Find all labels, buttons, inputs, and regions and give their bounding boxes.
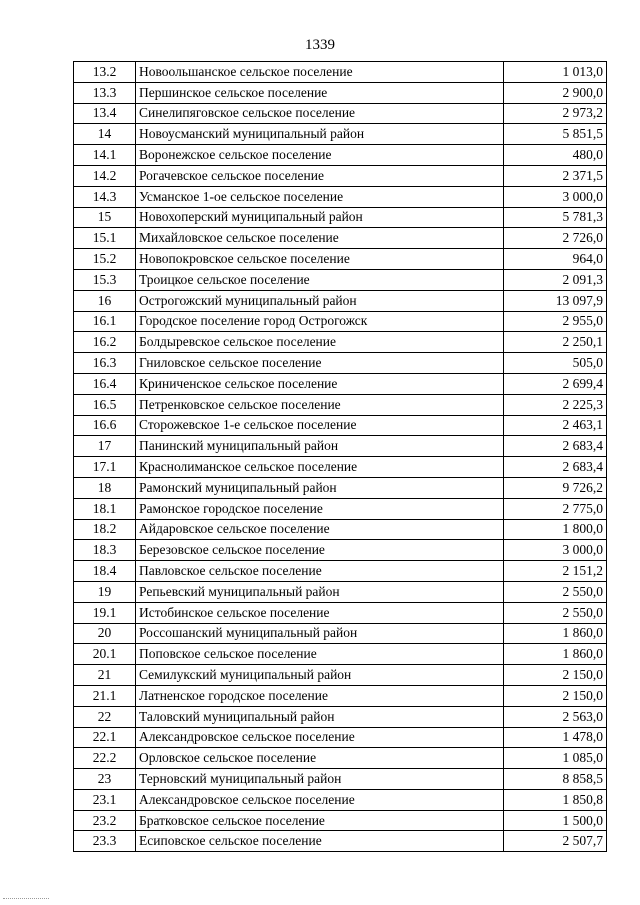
row-number-cell: 18 [74,477,136,498]
page-number: 1339 [305,37,335,53]
amount-cell: 2 900,0 [504,82,607,103]
amount-cell: 2 683,4 [504,457,607,478]
amount-cell: 1 860,0 [504,623,607,644]
row-number-cell: 21 [74,665,136,686]
amount-cell: 2 699,4 [504,373,607,394]
table-row [74,311,607,332]
row-number-cell: 16.6 [74,415,136,436]
amount-cell: 1 860,0 [504,644,607,665]
municipality-name-cell: Айдаровское сельское поселение [136,519,504,540]
table-row [74,82,607,103]
municipality-name-cell: Александровское сельское поселение [136,727,504,748]
table-row [74,789,607,810]
amount-cell: 3 000,0 [504,186,607,207]
municipality-name-cell: Новоольшанское сельское поселение [136,62,504,83]
municipality-name-cell: Усманское 1-ое сельское поселение [136,186,504,207]
row-number-cell: 16.2 [74,332,136,353]
table-row [74,665,607,686]
amount-cell: 2 726,0 [504,228,607,249]
amount-cell: 2 775,0 [504,498,607,519]
row-number-cell: 23.2 [74,810,136,831]
municipality-name-cell: Россошанский муниципальный район [136,623,504,644]
row-number-cell: 15.2 [74,249,136,270]
table-row [74,353,607,374]
row-number-cell: 21.1 [74,685,136,706]
municipality-name-cell: Городское поселение город Острогожск [136,311,504,332]
amount-cell: 2 683,4 [504,436,607,457]
row-number-cell: 14.3 [74,186,136,207]
amount-cell: 1 085,0 [504,748,607,769]
row-number-cell: 13.2 [74,62,136,83]
amount-cell: 2 955,0 [504,311,607,332]
table-row [74,269,607,290]
table-row [74,498,607,519]
municipality-name-cell: Острогожский муниципальный район [136,290,504,311]
amount-cell: 8 858,5 [504,769,607,790]
row-number-cell: 15.1 [74,228,136,249]
table-row [74,623,607,644]
row-number-cell: 19.1 [74,602,136,623]
table-row [74,124,607,145]
table-row [74,581,607,602]
amount-cell: 1 800,0 [504,519,607,540]
amount-cell: 2 225,3 [504,394,607,415]
municipality-name-cell: Петренковское сельское поселение [136,394,504,415]
table-row [74,165,607,186]
row-number-cell: 20.1 [74,644,136,665]
municipality-name-cell: Терновский муниципальный район [136,769,504,790]
municipality-name-cell: Троицкое сельское поселение [136,269,504,290]
table-row [74,644,607,665]
table-row [74,477,607,498]
municipality-name-cell: Першинское сельское поселение [136,82,504,103]
municipality-name-cell: Павловское сельское поселение [136,561,504,582]
row-number-cell: 22.1 [74,727,136,748]
row-number-cell: 16.4 [74,373,136,394]
amount-cell: 2 371,5 [504,165,607,186]
amount-cell: 2 151,2 [504,561,607,582]
amount-cell: 2 550,0 [504,602,607,623]
row-number-cell: 16.1 [74,311,136,332]
amount-cell: 2 973,2 [504,103,607,124]
row-number-cell: 17 [74,436,136,457]
table-row [74,706,607,727]
table-row [74,207,607,228]
amount-cell: 9 726,2 [504,477,607,498]
table-row [74,727,607,748]
table-row [74,415,607,436]
table-row [74,62,607,83]
table-row [74,249,607,270]
amount-cell: 1 500,0 [504,810,607,831]
amount-cell: 964,0 [504,249,607,270]
table-row [74,602,607,623]
row-number-cell: 16.3 [74,353,136,374]
row-number-cell: 23.1 [74,789,136,810]
municipality-name-cell: Воронежское сельское поселение [136,145,504,166]
municipality-name-cell: Сторожевское 1-е сельское поселение [136,415,504,436]
table-row [74,394,607,415]
row-number-cell: 16 [74,290,136,311]
table-row [74,519,607,540]
table-row [74,145,607,166]
municipality-name-cell: Криниченское сельское поселение [136,373,504,394]
municipality-name-cell: Поповское сельское поселение [136,644,504,665]
table-row [74,810,607,831]
row-number-cell: 18.2 [74,519,136,540]
table-row [74,540,607,561]
municipality-name-cell: Таловский муниципальный район [136,706,504,727]
row-number-cell: 15 [74,207,136,228]
row-number-cell: 14.1 [74,145,136,166]
row-number-cell: 18.4 [74,561,136,582]
amount-cell: 2 091,3 [504,269,607,290]
municipality-name-cell: Рамонское городское поселение [136,498,504,519]
table-row [74,290,607,311]
municipality-name-cell: Рогачевское сельское поселение [136,165,504,186]
municipality-name-cell: Семилукский муниципальный район [136,665,504,686]
row-number-cell: 18.3 [74,540,136,561]
row-number-cell: 14 [74,124,136,145]
amount-cell: 2 150,0 [504,665,607,686]
municipality-name-cell: Латненское городское поселение [136,685,504,706]
amount-cell: 2 507,7 [504,831,607,852]
municipality-name-cell: Репьевский муниципальный район [136,581,504,602]
row-number-cell: 18.1 [74,498,136,519]
table-row [74,561,607,582]
row-number-cell: 15.3 [74,269,136,290]
row-number-cell: 23.3 [74,831,136,852]
amount-cell: 505,0 [504,353,607,374]
table-row [74,831,607,852]
table-row [74,228,607,249]
table-row [74,457,607,478]
table-row [74,685,607,706]
amount-cell: 480,0 [504,145,607,166]
scan-edge-mark [3,898,49,901]
municipality-name-cell: Михайловское сельское поселение [136,228,504,249]
municipality-name-cell: Александровское сельское поселение [136,789,504,810]
row-number-cell: 20 [74,623,136,644]
amount-cell: 1 013,0 [504,62,607,83]
amount-cell: 5 781,3 [504,207,607,228]
amount-cell: 1 850,8 [504,789,607,810]
row-number-cell: 23 [74,769,136,790]
municipality-name-cell: Новопокровское сельское поселение [136,249,504,270]
amount-cell: 3 000,0 [504,540,607,561]
row-number-cell: 19 [74,581,136,602]
municipality-name-cell: Есиповское сельское поселение [136,831,504,852]
municipality-name-cell: Краснолиманское сельское поселение [136,457,504,478]
row-number-cell: 22 [74,706,136,727]
municipality-name-cell: Гниловское сельское поселение [136,353,504,374]
row-number-cell: 14.2 [74,165,136,186]
amount-cell: 5 851,5 [504,124,607,145]
table-row [74,186,607,207]
municipality-name-cell: Березовское сельское поселение [136,540,504,561]
table-body [74,62,607,852]
amount-cell: 2 463,1 [504,415,607,436]
table-row [74,373,607,394]
municipality-name-cell: Братковское сельское поселение [136,810,504,831]
row-number-cell: 16.5 [74,394,136,415]
amount-cell: 13 097,9 [504,290,607,311]
municipality-name-cell: Истобинское сельское поселение [136,602,504,623]
amount-cell: 2 563,0 [504,706,607,727]
municipality-name-cell: Орловское сельское поселение [136,748,504,769]
municipality-name-cell: Новохоперский муниципальный район [136,207,504,228]
municipality-name-cell: Новоусманский муниципальный район [136,124,504,145]
amount-cell: 1 478,0 [504,727,607,748]
table-row [74,436,607,457]
municipality-name-cell: Панинский муниципальный район [136,436,504,457]
table-row [74,769,607,790]
amount-cell: 2 550,0 [504,581,607,602]
municipality-name-cell: Болдыревское сельское поселение [136,332,504,353]
budget-table [73,61,607,852]
municipality-name-cell: Синелипяговское сельское поселение [136,103,504,124]
table-row [74,748,607,769]
row-number-cell: 17.1 [74,457,136,478]
municipality-name-cell: Рамонский муниципальный район [136,477,504,498]
row-number-cell: 22.2 [74,748,136,769]
row-number-cell: 13.3 [74,82,136,103]
row-number-cell: 13.4 [74,103,136,124]
table-row [74,103,607,124]
table-row [74,332,607,353]
amount-cell: 2 150,0 [504,685,607,706]
amount-cell: 2 250,1 [504,332,607,353]
